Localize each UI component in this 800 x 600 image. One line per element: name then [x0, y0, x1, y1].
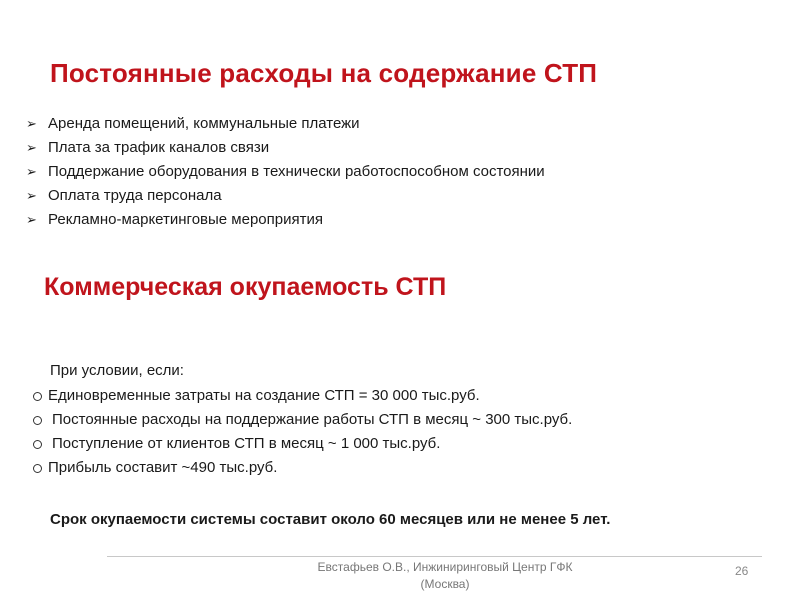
list-item-text: Оплата труда персонала	[48, 187, 222, 204]
circle-bullet-icon	[33, 416, 42, 425]
list-item	[26, 136, 545, 160]
arrow-bullet-icon: ➢	[26, 116, 37, 131]
footer-divider	[107, 556, 762, 557]
list-item-text: Прибыль составит ~490 тыс.руб.	[48, 459, 278, 476]
footer-author-name: Евстафьев О.В., Инжиниринговый Центр ГФК	[317, 560, 573, 574]
title-commercial-payback: Коммерческая окупаемость СТП	[44, 273, 447, 301]
list-item	[26, 208, 545, 232]
arrow-bullet-icon: ➢	[26, 140, 37, 155]
list-item-text: Аренда помещений, коммунальные платежи	[48, 115, 360, 132]
list-item	[33, 456, 572, 480]
arrow-bullet-icon: ➢	[26, 188, 37, 203]
list-item	[33, 408, 572, 432]
circle-bullet-icon	[33, 392, 42, 401]
arrow-bullet-icon: ➢	[26, 164, 37, 179]
page-number: 26	[735, 564, 749, 578]
conditions-list	[33, 384, 572, 480]
circle-bullet-icon	[33, 464, 42, 473]
footer-author	[290, 559, 600, 593]
circle-bullet-icon	[33, 440, 42, 449]
title-fixed-costs: Постоянные расходы на содержание СТП	[50, 58, 598, 88]
condition-intro: При условии, если:	[50, 362, 184, 379]
arrow-bullet-icon: ➢	[26, 212, 37, 227]
list-item	[26, 160, 545, 184]
list-item-text: Поступление от клиентов СТП в месяц ~ 1 000 тыс.руб.	[52, 435, 441, 452]
list-item-text: Единовременные затраты на создание СТП = 30 000 тыс.руб.	[48, 387, 480, 404]
payback-conclusion: Срок окупаемости системы составит около 60 месяцев или не менее 5 лет.	[50, 511, 611, 528]
list-item	[26, 112, 545, 136]
list-item-text: Поддержание оборудования в технически работоспособном состоянии	[48, 163, 545, 180]
footer-location: (Москва)	[420, 577, 470, 591]
list-item	[33, 432, 572, 456]
list-item	[33, 384, 572, 408]
cost-items-list	[26, 112, 545, 232]
list-item	[26, 184, 545, 208]
list-item-text: Постоянные расходы на поддержание работы СТП в месяц ~ 300 тыс.руб.	[52, 411, 573, 428]
list-item-text: Рекламно-маркетинговые мероприятия	[48, 211, 323, 228]
list-item-text: Плата за трафик каналов связи	[48, 139, 270, 156]
